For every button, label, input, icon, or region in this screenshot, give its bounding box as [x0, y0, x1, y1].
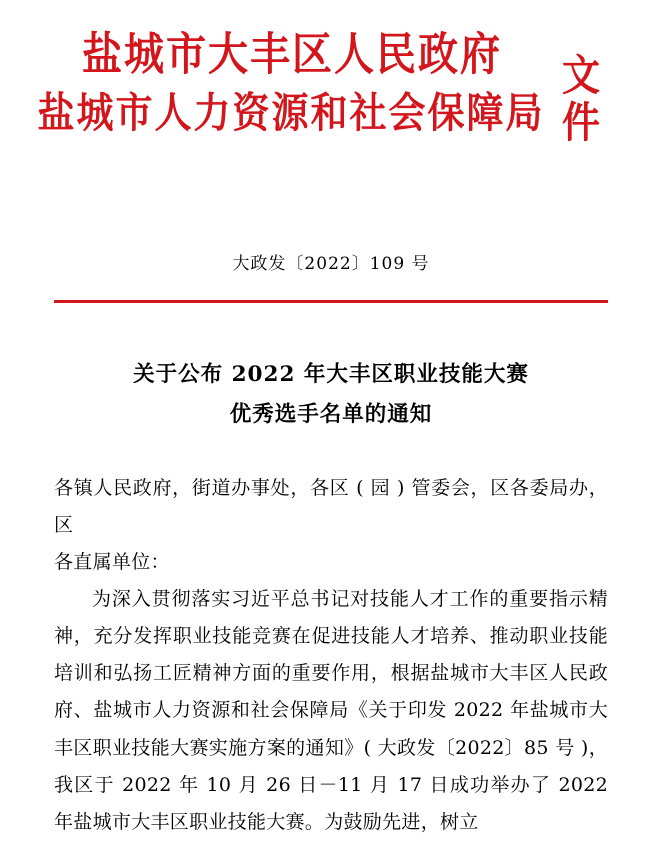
document-title-line-1: 关于公布 2022 年大丰区职业技能大赛 — [133, 361, 529, 387]
red-divider-rule — [54, 300, 608, 303]
masthead-line-2: 盐城市人力资源和社会保障局 — [37, 88, 545, 138]
document-title — [0, 355, 662, 437]
salutation-line-1: 各镇人民政府，街道办事处，各区 ( 园 ) 管委会，区各委局办，区 — [54, 477, 608, 537]
salutation-line-2: 各直属单位： — [54, 551, 170, 574]
masthead-document-label-char-1: 文 — [561, 49, 602, 101]
body-paragraph-1: 为深入贯彻落实习近平总书记对技能人才工作的重要指示精神，充分发挥职业技能竞赛在促进技能人才培养、推动职业技能培训和弘扬工匠精神方面的重要作用，根据盐城市大丰区人民政府、盐城市人力资源和社会保障局《关于印发 2022 年盐城市大丰区职业技能大赛实施方案的通知》( 大政发〔2022〕85 号 )，我区于 2022 年 10 月 26 日－11 月 17 日成功举办了 2022 年盐城市大丰区职业技能大赛。为鼓励先进，树立 — [54, 588, 608, 833]
document-body — [54, 470, 608, 840]
masthead-document-label-char-2: 件 — [561, 96, 602, 147]
masthead-document-label — [561, 49, 602, 147]
masthead-line-1: 盐城市大丰区人民政府 — [82, 28, 502, 81]
masthead — [0, 0, 662, 175]
document-number: 大政发〔2022〕109 号 — [232, 254, 430, 274]
document-title-line-2: 优秀选手名单的通知 — [229, 402, 433, 428]
